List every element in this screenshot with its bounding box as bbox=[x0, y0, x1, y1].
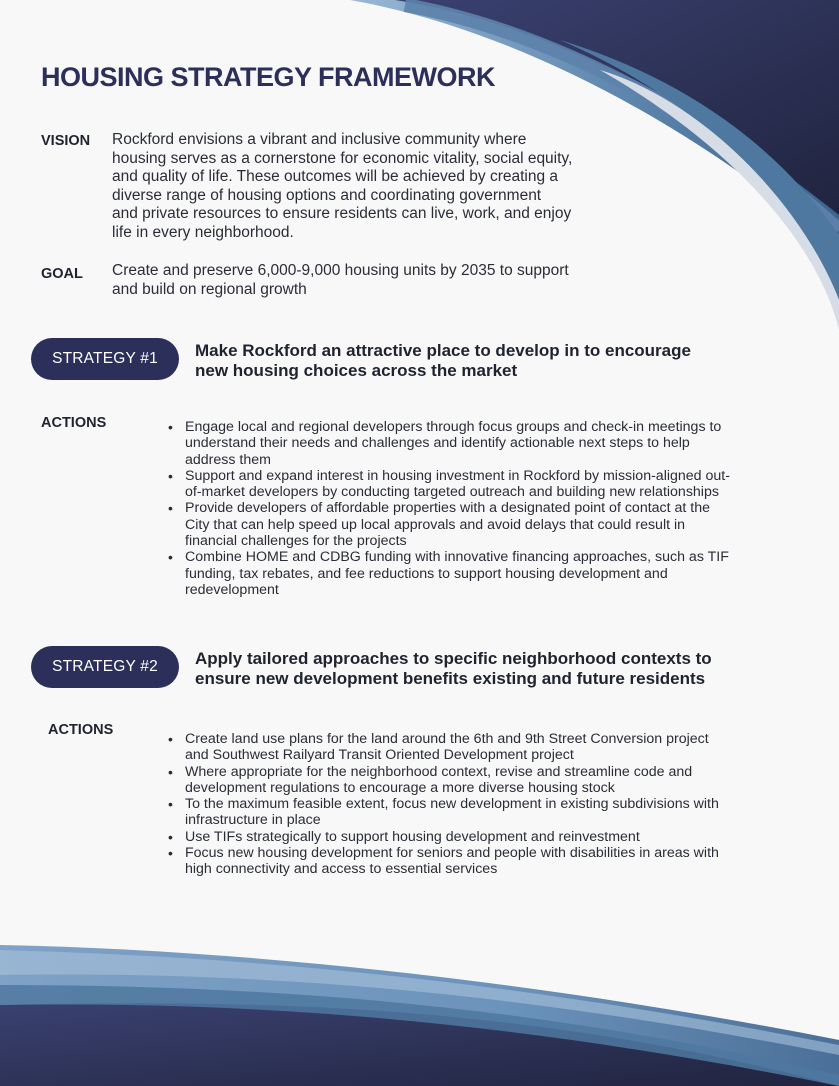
strategy-1-title bbox=[195, 341, 755, 380]
strategy-2-badge: STRATEGY #2 bbox=[31, 646, 179, 688]
vision-line: and private resources to ensure residents can live, work, and enjoy bbox=[112, 205, 572, 223]
strategy-2-title bbox=[195, 649, 755, 688]
vision-line: life in every neighborhood. bbox=[112, 223, 294, 241]
action-line: • Combine HOME and CDBG funding with innovative financing approaches, such as TIF bbox=[185, 549, 729, 566]
strategy-2-title-line: ensure new development benefits existing and future residents bbox=[195, 668, 706, 688]
goal-line: and build on regional growth bbox=[112, 280, 307, 298]
action-line: understand their needs and challenges and identify actionable next steps to help bbox=[185, 435, 690, 452]
action-line: • Engage local and regional developers through focus groups and check-in meetings to bbox=[185, 419, 722, 435]
action-item bbox=[167, 796, 807, 829]
vision-line: diverse range of housing options and coordinating government bbox=[112, 186, 542, 204]
strategy-1-title-line: Make Rockford an attractive place to develop in to encourage bbox=[195, 341, 691, 360]
action-line: redevelopment bbox=[185, 581, 279, 598]
strategy-1-actions-list bbox=[167, 419, 807, 598]
vision-text bbox=[112, 131, 632, 243]
action-line: • Create land use plans for the land around the 6th and 9th Street Conversion project bbox=[185, 731, 709, 747]
strategy-2-actions-list bbox=[167, 731, 807, 878]
action-item bbox=[167, 419, 807, 468]
goal-text bbox=[112, 262, 632, 299]
action-item bbox=[167, 500, 807, 549]
strategy-1-title-line: new housing choices across the market bbox=[195, 360, 518, 380]
page-title: HOUSING STRATEGY FRAMEWORK bbox=[41, 62, 496, 92]
action-item bbox=[167, 549, 807, 598]
vision-line: housing serves as a cornerstone for economic vitality, social equity, bbox=[112, 149, 573, 167]
action-line: • Use TIFs strategically to support housing development and reinvestment bbox=[185, 828, 640, 845]
goal-label: GOAL bbox=[41, 266, 83, 282]
action-line: infrastructure in place bbox=[185, 812, 321, 829]
action-item bbox=[167, 845, 807, 878]
action-line: • Where appropriate for the neighborhood context, revise and streamline code and bbox=[185, 763, 693, 780]
action-line: address them bbox=[185, 451, 271, 468]
strategy-1-badge: STRATEGY #1 bbox=[31, 338, 179, 380]
strategy-1-actions-label: ACTIONS bbox=[41, 415, 107, 431]
action-line: financial challenges for the projects bbox=[185, 533, 407, 550]
action-item bbox=[167, 829, 807, 845]
action-line: • Support and expand interest in housing investment in Rockford by mission-aligned out- bbox=[185, 467, 730, 484]
action-item bbox=[167, 731, 807, 764]
action-line: • Provide developers of affordable properties with a designated point of contact at the bbox=[185, 500, 711, 517]
action-line: of-market developers by conducting targeted outreach and building new relationships bbox=[185, 484, 719, 501]
action-line: • Focus new housing development for seniors and people with disabilities in areas with bbox=[185, 845, 719, 862]
action-item bbox=[167, 468, 807, 501]
action-line: • To the maximum feasible extent, focus new development in existing subdivisions with bbox=[185, 796, 719, 813]
vision-label: VISION bbox=[41, 133, 91, 149]
action-line: funding, tax rebates, and fee reductions to support housing development and bbox=[185, 565, 668, 582]
action-line: development regulations to encourage a more diverse housing stock bbox=[185, 779, 615, 796]
strategy-2-title-line: Apply tailored approaches to specific neighborhood contexts to bbox=[195, 649, 712, 668]
goal-line: Create and preserve 6,000-9,000 housing units by 2035 to support bbox=[112, 262, 569, 279]
vision-line: and quality of life. These outcomes will be achieved by creating a bbox=[112, 168, 559, 186]
action-line: and Southwest Railyard Transit Oriented Development project bbox=[185, 747, 574, 764]
strategy-2-actions-label: ACTIONS bbox=[48, 722, 114, 738]
action-line: City that can help speed up local approvals and avoid delays that could result in bbox=[185, 516, 686, 533]
action-item bbox=[167, 764, 807, 797]
vision-line: Rockford envisions a vibrant and inclusive community where bbox=[112, 131, 527, 148]
action-line: high connectivity and access to essential services bbox=[185, 861, 498, 878]
